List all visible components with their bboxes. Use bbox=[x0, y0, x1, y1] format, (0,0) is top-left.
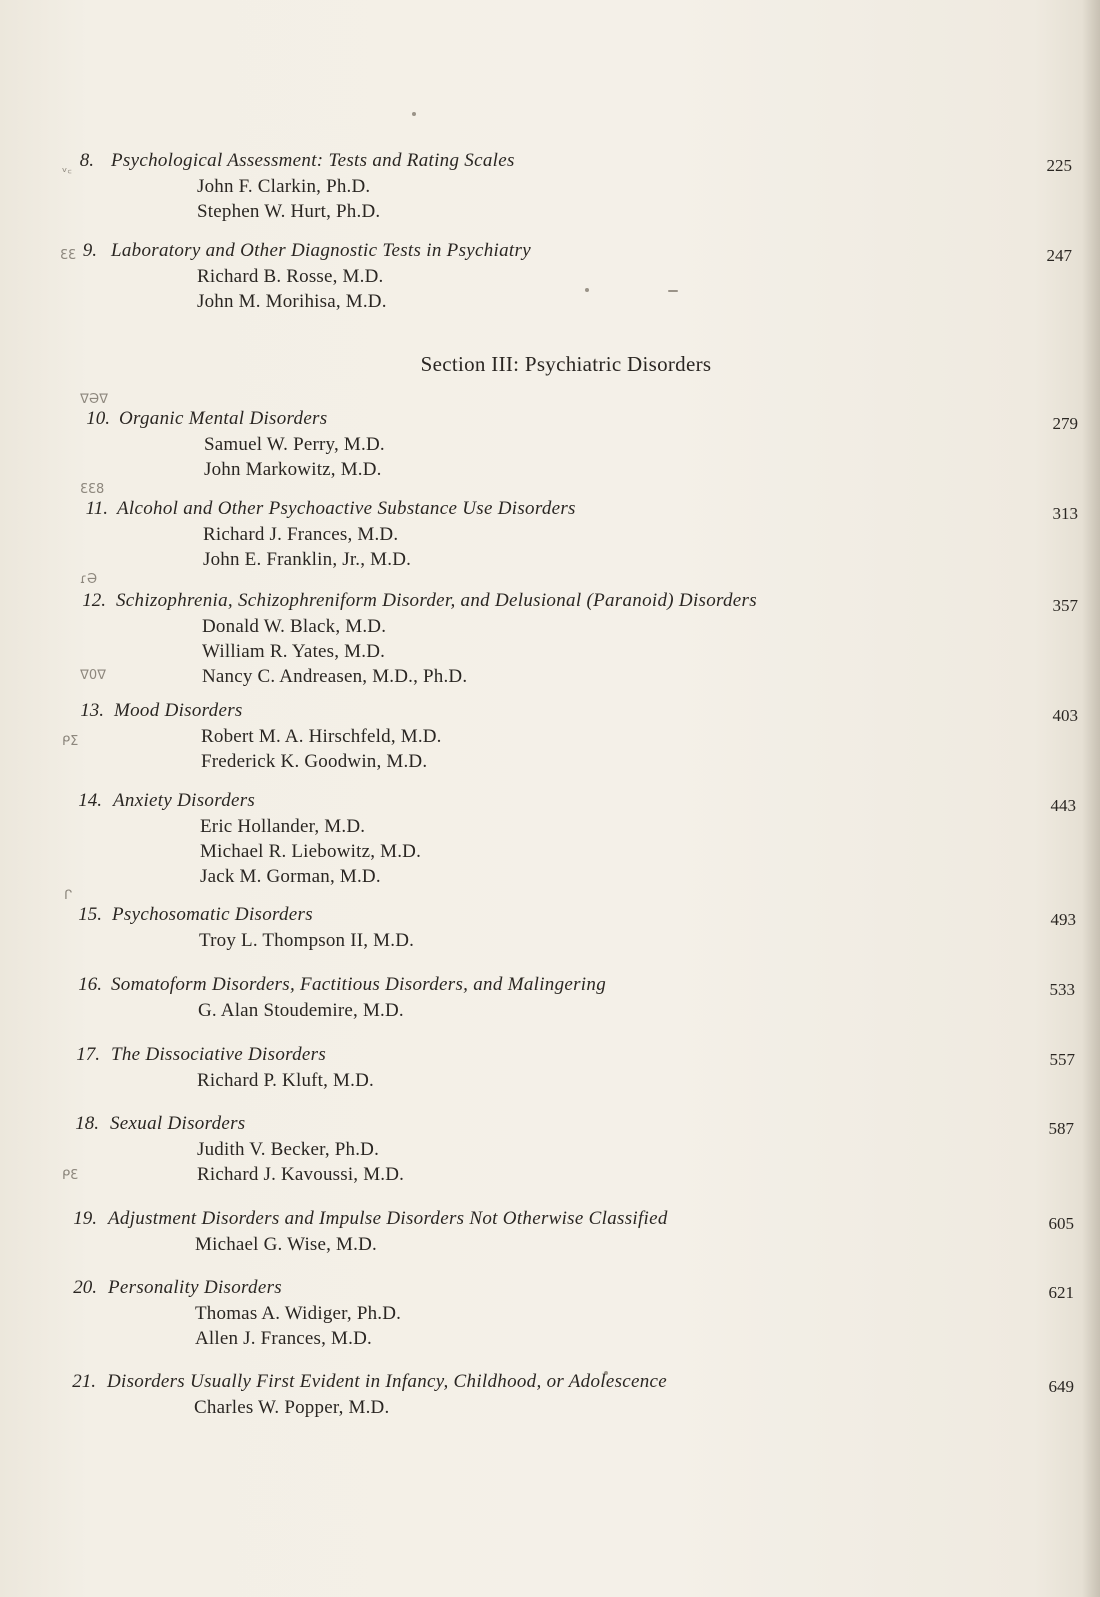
chapter-number: 16. bbox=[78, 974, 102, 995]
chapter-number: 11. bbox=[85, 498, 108, 519]
chapter-title: Personality Disorders bbox=[108, 1277, 282, 1298]
author: John Markowitz, M.D. bbox=[204, 459, 382, 480]
toc-entry bbox=[0, 498, 1100, 574]
author: Richard J. Kavoussi, M.D. bbox=[197, 1164, 405, 1185]
chapter-title: Psychological Assessment: Tests and Rating Scales bbox=[111, 150, 515, 171]
page-number: 279 bbox=[1052, 414, 1078, 433]
chapter-number: 18. bbox=[75, 1113, 99, 1134]
paper-speck bbox=[412, 112, 416, 116]
author: John F. Clarkin, Ph.D. bbox=[197, 176, 371, 197]
toc-entry bbox=[0, 974, 1100, 1025]
toc-entry bbox=[0, 700, 1100, 776]
chapter-number: 10. bbox=[86, 408, 110, 429]
chapter-number: 19. bbox=[73, 1208, 97, 1229]
page-number: 649 bbox=[1048, 1377, 1074, 1396]
page-number: 357 bbox=[1052, 596, 1078, 615]
author: Michael R. Liebowitz, M.D. bbox=[200, 841, 422, 862]
chapter-title: Disorders Usually First Evident in Infancy, Childhood, or Adolescence bbox=[107, 1371, 668, 1392]
chapter-number: 8. bbox=[79, 150, 94, 171]
chapter-number: 14. bbox=[78, 790, 102, 811]
page-number: 587 bbox=[1048, 1119, 1074, 1138]
page-number: 313 bbox=[1052, 504, 1078, 523]
chapter-title: Mood Disorders bbox=[114, 700, 243, 721]
page-number: 225 bbox=[1046, 156, 1072, 175]
author: Richard J. Frances, M.D. bbox=[203, 524, 399, 545]
author: Stephen W. Hurt, Ph.D. bbox=[197, 201, 381, 222]
margin-mark: ᐁ0ᐁ bbox=[80, 668, 107, 683]
toc-entry bbox=[0, 1371, 1100, 1422]
author: Charles W. Popper, M.D. bbox=[194, 1397, 390, 1418]
chapter-title: Psychosomatic Disorders bbox=[112, 904, 313, 925]
chapter-title: Organic Mental Disorders bbox=[119, 408, 328, 429]
author: Robert M. A. Hirschfeld, M.D. bbox=[201, 726, 442, 747]
author: Richard B. Rosse, M.D. bbox=[197, 266, 384, 287]
author: Troy L. Thompson II, M.D. bbox=[199, 930, 415, 951]
author: Jack M. Gorman, M.D. bbox=[200, 866, 381, 887]
chapter-number: 9. bbox=[82, 240, 97, 261]
margin-mark: ᒋ bbox=[64, 888, 73, 903]
chapter-title: Schizophrenia, Schizophreniform Disorder, and Delusional (Paranoid) Disorders bbox=[116, 590, 757, 611]
chapter-title: Laboratory and Other Diagnostic Tests in Psychiatry bbox=[111, 240, 531, 261]
chapter-number: 13. bbox=[80, 700, 104, 721]
author: Frederick K. Goodwin, M.D. bbox=[201, 751, 428, 772]
toc-entry bbox=[0, 150, 1100, 226]
toc-entry bbox=[0, 1113, 1100, 1189]
chapter-number: 12. bbox=[82, 590, 106, 611]
toc-entry bbox=[0, 408, 1100, 484]
margin-mark: ƐƐ8 bbox=[80, 482, 105, 497]
page-number: 443 bbox=[1050, 796, 1076, 815]
margin-mark: ᐁƏᐁ bbox=[80, 392, 109, 407]
chapter-title: Adjustment Disorders and Impulse Disorders Not Otherwise Classified bbox=[108, 1208, 668, 1229]
page-number: 533 bbox=[1049, 980, 1075, 999]
author: William R. Yates, M.D. bbox=[202, 641, 386, 662]
margin-mark: ɾƏ bbox=[80, 572, 98, 587]
chapter-number: 17. bbox=[76, 1044, 100, 1065]
margin-mark: ᑭƩ bbox=[62, 734, 79, 749]
toc-entry bbox=[0, 1208, 1100, 1259]
author: Eric Hollander, M.D. bbox=[200, 816, 366, 837]
section-heading: Section III: Psychiatric Disorders bbox=[420, 352, 712, 376]
author: John E. Franklin, Jr., M.D. bbox=[203, 549, 412, 570]
author: Allen J. Frances, M.D. bbox=[195, 1328, 372, 1349]
author: Richard P. Kluft, M.D. bbox=[197, 1070, 374, 1091]
chapter-title: Sexual Disorders bbox=[110, 1113, 246, 1134]
author: John M. Morihisa, M.D. bbox=[197, 291, 387, 312]
chapter-title: The Dissociative Disorders bbox=[111, 1044, 327, 1065]
page-number: 493 bbox=[1050, 910, 1076, 929]
author: Thomas A. Widiger, Ph.D. bbox=[195, 1303, 402, 1324]
toc-entry bbox=[0, 590, 1100, 691]
author: Michael G. Wise, M.D. bbox=[195, 1234, 377, 1255]
toc-entry bbox=[0, 790, 1100, 891]
margin-mark: ƐƐ bbox=[60, 248, 76, 263]
author: Judith V. Becker, Ph.D. bbox=[197, 1139, 380, 1160]
chapter-title: Somatoform Disorders, Factitious Disorders, and Malingering bbox=[111, 974, 606, 995]
page-number: 557 bbox=[1049, 1050, 1075, 1069]
page-number: 403 bbox=[1052, 706, 1078, 725]
author: Samuel W. Perry, M.D. bbox=[204, 434, 385, 455]
chapter-number: 21. bbox=[72, 1371, 96, 1392]
chapter-title: Anxiety Disorders bbox=[113, 790, 256, 811]
toc-entry bbox=[0, 904, 1100, 955]
chapter-number: 15. bbox=[78, 904, 102, 925]
page-number: 247 bbox=[1046, 246, 1072, 265]
margin-mark: ᵥ꜀ bbox=[62, 161, 72, 176]
author: Donald W. Black, M.D. bbox=[202, 616, 387, 637]
toc-entry bbox=[0, 240, 1100, 316]
margin-mark: ᑭƐ bbox=[62, 1168, 79, 1183]
toc-entry bbox=[0, 1044, 1100, 1095]
toc-entry bbox=[0, 1277, 1100, 1353]
chapter-number: 20. bbox=[73, 1277, 97, 1298]
author: G. Alan Stoudemire, M.D. bbox=[198, 1000, 404, 1021]
author: Nancy C. Andreasen, M.D., Ph.D. bbox=[202, 666, 468, 687]
page-number: 605 bbox=[1048, 1214, 1074, 1233]
page-number: 621 bbox=[1048, 1283, 1074, 1302]
chapter-title: Alcohol and Other Psychoactive Substance Use Disorders bbox=[117, 498, 576, 519]
